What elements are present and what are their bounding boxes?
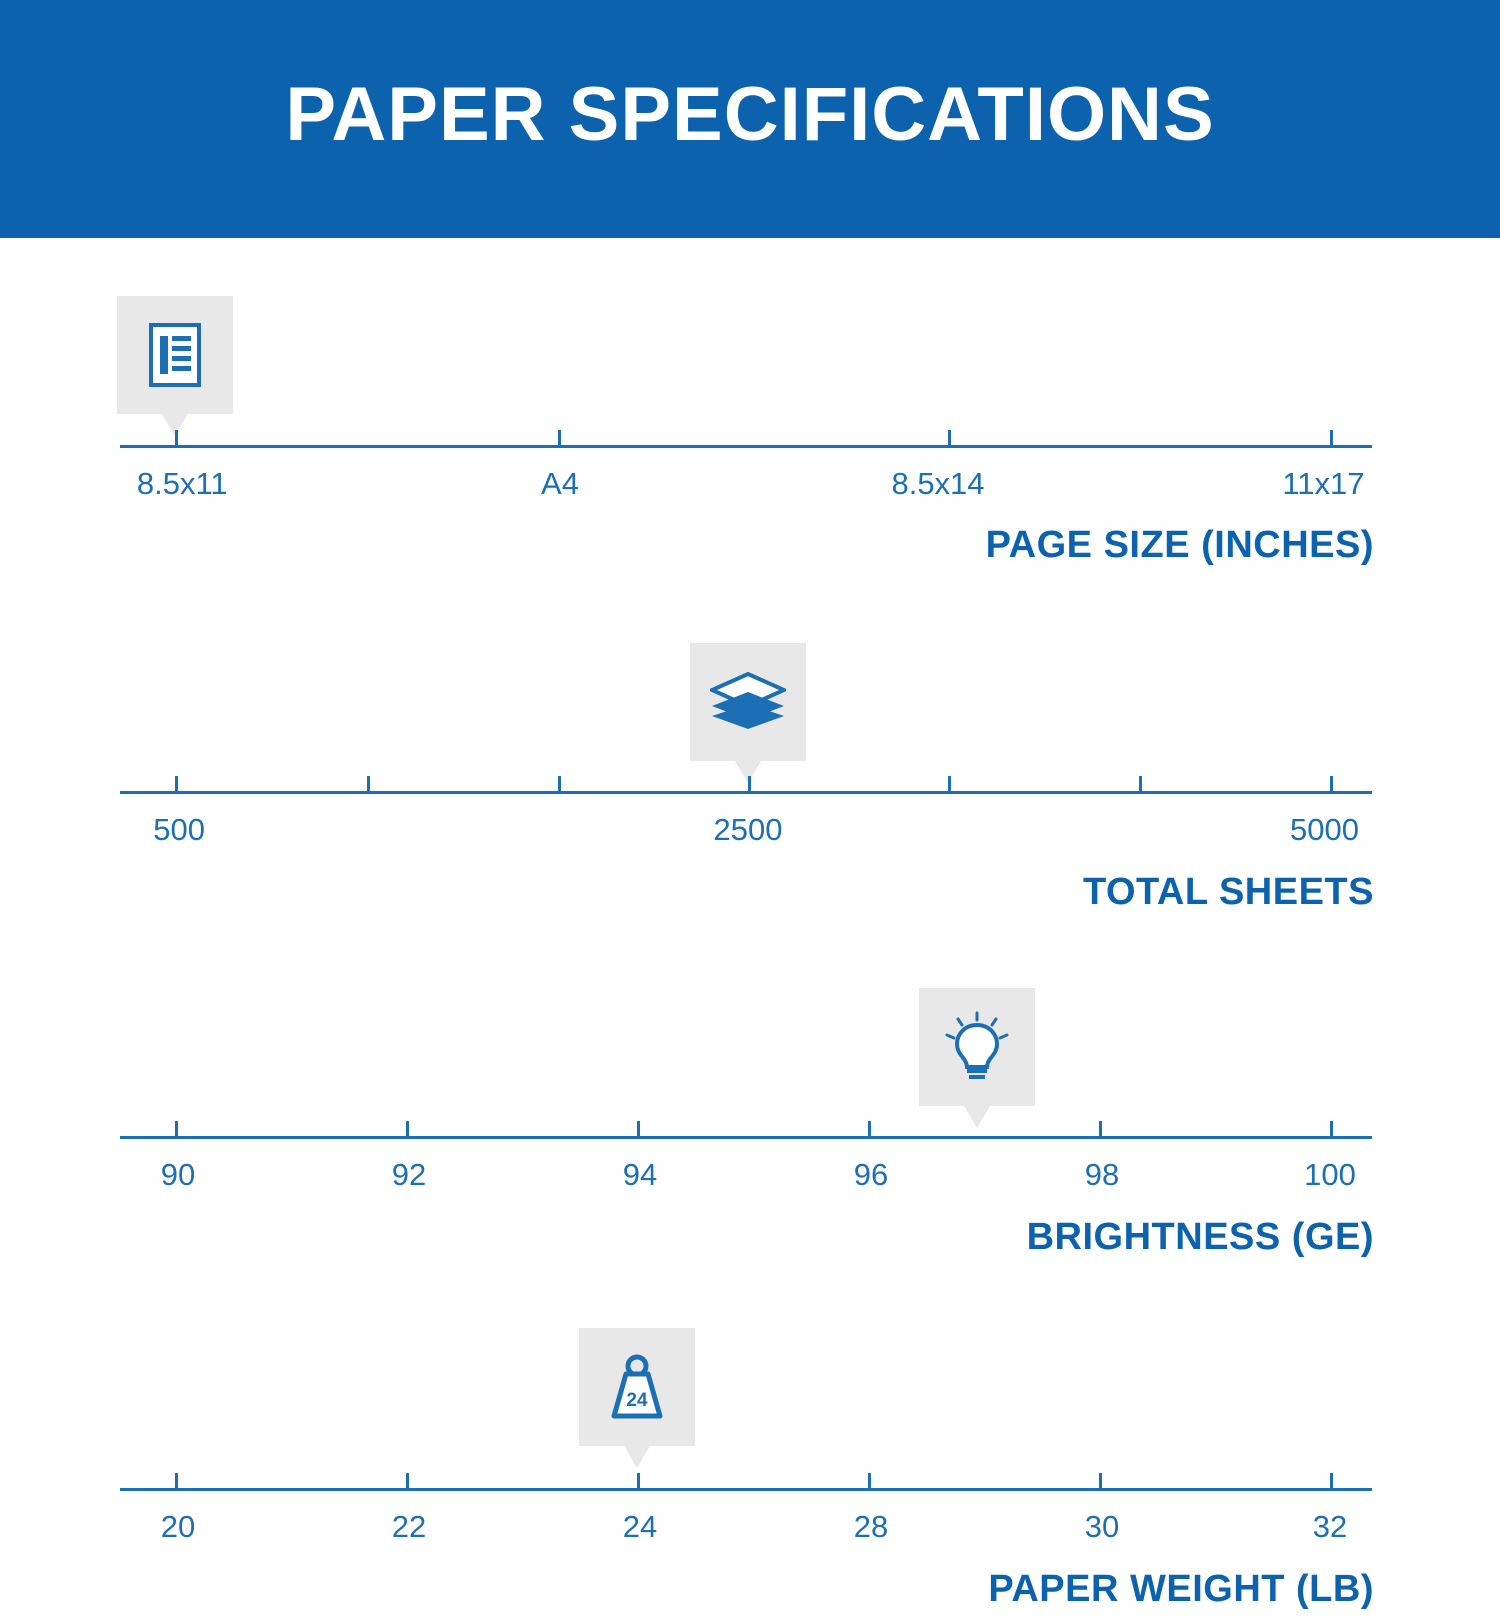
axis-tick	[175, 1121, 178, 1139]
marker-total-sheets	[690, 643, 806, 761]
axis-tick	[1330, 1473, 1333, 1491]
axis-line-page-size	[120, 445, 1372, 448]
axis-tick-label: 100	[1304, 1157, 1356, 1192]
marker-pointer	[624, 1446, 650, 1468]
axis-tick	[637, 1473, 640, 1491]
axis-tick-label: 8.5x11	[136, 466, 228, 501]
axis-tick-label: A4	[541, 466, 579, 501]
marker-paper-weight	[579, 1328, 695, 1446]
axis-caption-paper-weight: PAPER WEIGHT (LB)	[988, 1568, 1374, 1610]
axis-tick	[175, 430, 178, 448]
axis-tick	[175, 1473, 178, 1491]
axis-tick-label: 32	[1312, 1509, 1348, 1544]
axis-tick	[175, 776, 178, 794]
scale-paper-weight	[0, 1273, 1500, 1618]
axis-tick	[367, 776, 370, 794]
axis-line-paper-weight	[120, 1488, 1372, 1491]
axis-tick	[948, 776, 951, 794]
axis-tick	[1099, 1473, 1102, 1491]
header-banner	[0, 0, 1500, 238]
axis-tick-label: 11x17	[1282, 466, 1365, 501]
axis-tick-label: 94	[622, 1157, 658, 1192]
axis-tick	[637, 1121, 640, 1139]
axis-tick-label: 2500	[713, 812, 783, 847]
axis-tick-label: 22	[391, 1509, 427, 1544]
axis-tick	[868, 1473, 871, 1491]
axis-tick	[558, 776, 561, 794]
axis-tick	[1099, 1121, 1102, 1139]
axis-line-total-sheets	[120, 791, 1372, 794]
axis-tick-label: 5000	[1289, 812, 1359, 847]
axis-tick	[1330, 776, 1333, 794]
scale-total-sheets	[0, 583, 1500, 928]
axis-tick	[558, 430, 561, 448]
marker-brightness	[919, 988, 1035, 1106]
marker-page-size	[117, 296, 233, 414]
axis-caption-brightness: BRIGHTNESS (GE)	[1026, 1216, 1374, 1258]
axis-tick-label: 98	[1084, 1157, 1120, 1192]
scale-brightness	[0, 928, 1500, 1273]
axis-tick	[1330, 430, 1333, 448]
scale-page-size	[0, 238, 1500, 583]
axis-tick-label: 92	[391, 1157, 427, 1192]
weight-icon	[600, 1352, 674, 1422]
axis-tick-label: 90	[160, 1157, 196, 1192]
axis-tick	[406, 1473, 409, 1491]
axis-tick-label: 30	[1084, 1509, 1120, 1544]
axis-tick-label: 8.5x14	[891, 466, 985, 501]
svg-text:24: 24	[626, 1390, 648, 1411]
axis-caption-total-sheets: TOTAL SHEETS	[1082, 871, 1374, 913]
axis-tick	[948, 430, 951, 448]
scales-container	[0, 238, 1500, 1618]
axis-tick	[868, 1121, 871, 1139]
page-title: PAPER SPECIFICATIONS	[285, 72, 1215, 157]
axis-caption-page-size: PAGE SIZE (INCHES)	[985, 524, 1374, 566]
axis-tick-label: 500	[153, 812, 206, 847]
document-icon	[147, 322, 203, 388]
axis-tick	[1330, 1121, 1333, 1139]
axis-tick-label: 24	[622, 1509, 658, 1544]
paper-stack-icon	[710, 672, 786, 732]
axis-tick	[748, 776, 751, 794]
axis-tick	[406, 1121, 409, 1139]
axis-tick	[1139, 776, 1142, 794]
axis-tick-label: 28	[853, 1509, 889, 1544]
lightbulb-icon	[944, 1011, 1010, 1083]
axis-tick-label: 20	[160, 1509, 196, 1544]
axis-line-brightness	[120, 1136, 1372, 1139]
axis-tick-label: 96	[853, 1157, 889, 1192]
marker-pointer	[964, 1106, 990, 1128]
